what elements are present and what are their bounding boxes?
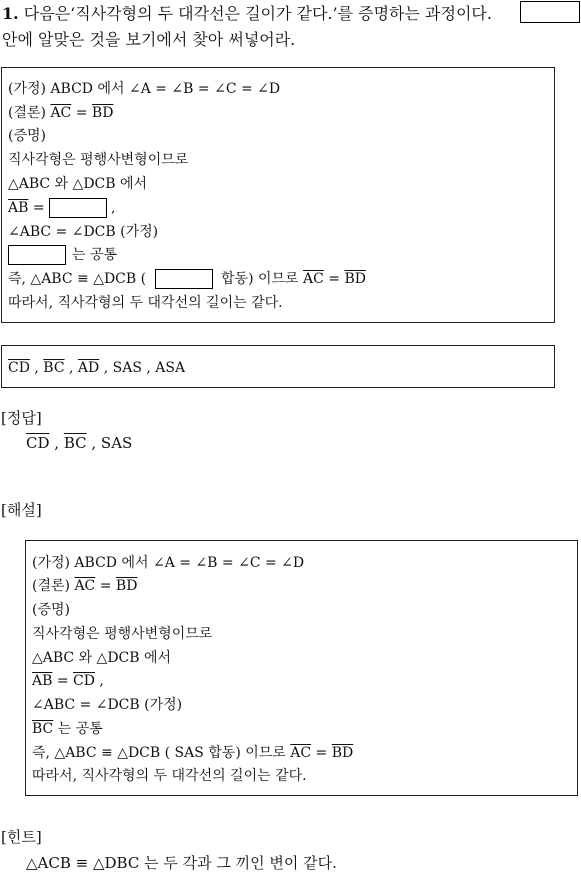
exp-line-rect: 직사각형은 평행사변형이므로 xyxy=(32,626,213,642)
proof-final-line: 따라서, 직사각형의 두 대각선의 길이는 같다. xyxy=(8,295,283,311)
proof-hypothesis: (가정) ABCD 에서 ∠A = ∠B = ∠C = ∠D xyxy=(8,81,281,97)
exp-line-triangles: △ABC 와 △DCB 에서 xyxy=(32,650,172,666)
proof-box xyxy=(1,67,555,323)
segment-ac: $\overline{AC}$ xyxy=(74,578,96,594)
congruence-prefix: 즉, △ABC ≡ △DCB ( xyxy=(8,271,147,287)
exp-congruence-line xyxy=(32,743,353,763)
choice-rest: , SAS , ASA xyxy=(99,360,186,376)
proof-label: (증명) xyxy=(8,128,46,144)
conclusion-prefix: (결론) xyxy=(8,105,51,121)
choice-bc[interactable]: $\overline{BC}$ xyxy=(43,360,65,376)
question-answer-blank[interactable] xyxy=(520,1,580,23)
exp-proof-label: (증명) xyxy=(32,602,70,618)
segment-bd: $\overline{BD}$ xyxy=(344,271,366,287)
proof-congruence-line xyxy=(8,269,366,289)
proof-line-triangles: △ABC 와 △DCB 에서 xyxy=(8,176,148,192)
congruence-text: 즉, △ABC ≡ △DCB ( SAS 합동) 이므로 xyxy=(32,745,291,761)
explanation-heading: [해설] xyxy=(1,501,42,519)
question-text-1: 다음은‘직사각형의 두 대각선은 길이가 같다.’를 증명하는 과정이다. xyxy=(23,4,492,23)
exp-final-line: 따라서, 직사각형의 두 대각선의 길이는 같다. xyxy=(32,768,307,784)
separator: , xyxy=(64,360,78,376)
conclusion-prefix: (결론) xyxy=(32,578,75,594)
segment-ac: $\overline{AC}$ xyxy=(50,105,72,121)
segment-ab: $\overline{AB}$ xyxy=(8,200,29,216)
question-number: 1. xyxy=(2,4,19,23)
choices-line xyxy=(8,358,185,378)
exp-conclusion xyxy=(32,576,137,596)
answer-rest: , SAS xyxy=(86,434,133,452)
answer-heading: [정답] xyxy=(1,409,42,427)
separator: , xyxy=(29,360,44,376)
proof-line-ab xyxy=(8,198,116,218)
answer-text xyxy=(26,433,132,453)
proof-conclusion xyxy=(8,103,113,123)
segment-ac: $\overline{AC}$ xyxy=(303,271,324,287)
segment-ac: $\overline{AC}$ xyxy=(290,745,312,761)
common-suffix: 는 공통 xyxy=(72,247,118,263)
congruence-suffix: 합동) 이므로 xyxy=(221,271,299,287)
segment-bd: $\overline{BD}$ xyxy=(91,105,114,121)
blank-ab-equals[interactable] xyxy=(49,198,107,218)
blank-congruence-type[interactable] xyxy=(155,269,213,289)
equals-sign: = xyxy=(311,745,332,761)
hint-text: △ACB ≡ △DBC 는 두 각과 그 끼인 변이 같다. xyxy=(26,854,337,872)
segment-bd: $\overline{BD}$ xyxy=(331,745,354,761)
choice-ad[interactable]: $\overline{AD}$ xyxy=(77,360,100,376)
proof-line-rect: 직사각형은 평행사변형이므로 xyxy=(8,152,189,168)
answer-cd: $\overline{CD}$ xyxy=(26,434,50,452)
segment-cd: $\overline{CD}$ xyxy=(73,673,95,689)
segment-ab: $\overline{AB}$ xyxy=(32,673,53,689)
question-line-2: 안에 알맞은 것을 보기에서 찾아 써넣어라. xyxy=(2,30,296,49)
proof-common-line xyxy=(8,245,117,265)
equals-sign: = xyxy=(52,673,74,689)
answer-bc: $\overline{BC}$ xyxy=(63,434,87,452)
choice-cd[interactable]: $\overline{CD}$ xyxy=(8,360,30,376)
hint-heading: [힌트] xyxy=(1,828,42,846)
segment-bc: $\overline{BC}$ xyxy=(32,721,54,737)
common-suffix: 는 공통 xyxy=(53,721,103,737)
proof-angle-line: ∠ABC = ∠DCB (가정) xyxy=(8,224,159,240)
exp-hypothesis: (가정) ABCD 에서 ∠A = ∠B = ∠C = ∠D xyxy=(32,555,305,571)
question-line-1 xyxy=(2,2,492,26)
equals-sign: = xyxy=(71,105,92,121)
comma: , xyxy=(94,673,104,689)
blank-common-side[interactable] xyxy=(8,245,66,265)
exp-line-ab xyxy=(32,671,104,691)
comma: , xyxy=(111,200,116,216)
equals-sign: = xyxy=(28,200,50,216)
segment-bd: $\overline{BD}$ xyxy=(115,578,138,594)
explanation-box xyxy=(25,540,578,796)
equals-sign: = xyxy=(323,271,345,287)
exp-angle-line: ∠ABC = ∠DCB (가정) xyxy=(32,697,183,713)
equals-sign: = xyxy=(95,578,116,594)
separator: , xyxy=(49,434,64,452)
exp-common-line xyxy=(32,719,103,739)
choices-box xyxy=(1,345,555,388)
